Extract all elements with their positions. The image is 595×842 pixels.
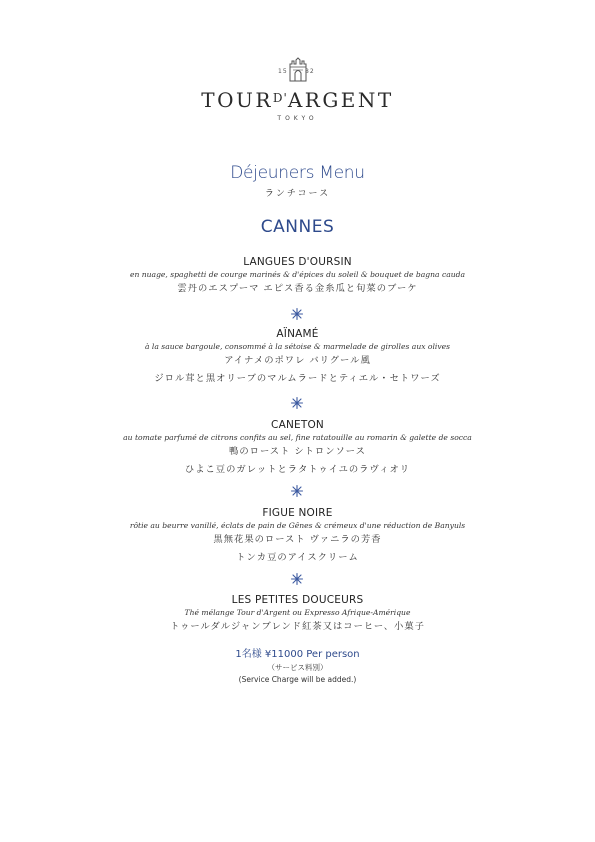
brand-city: TOKYO [277, 115, 318, 122]
brand-name-suffix: ARGENT [287, 88, 394, 112]
brand-name-prefix: TOUR [201, 88, 273, 112]
snowflake-separator-icon [290, 396, 304, 410]
course-description-fr: au tomate parfumé de citrons confits au sel, fine ratatouille au romarin & galette de socca [123, 433, 472, 442]
brand-name-sup: D' [272, 91, 288, 105]
course-description-jp: 黒無花果のロースト ヴァニラの芳香 [213, 534, 382, 545]
menu-subtitle-jp: ランチコース [264, 189, 331, 199]
course-name: LANGUES D'OURSIN [243, 256, 352, 268]
course-description-jp: 鴨のロースト シトロンソース [229, 446, 366, 457]
price-block [0, 648, 595, 686]
course-item [0, 418, 595, 477]
course-description-fr: à la sauce bargoule, consommé à la sétoise & marmelade de girolles aux olives [144, 342, 451, 351]
course-item [0, 327, 595, 386]
course-name: AÏNAMÉ [276, 328, 319, 340]
snowflake-separator-icon [290, 307, 304, 321]
course-description-jp: ジロル茸と黒オリーブのマルムラードとティエル・セトワーズ [154, 373, 441, 384]
course-description-jp: 雲丹のエスプーマ エピス香る金糸瓜と旬菜のブーケ [177, 283, 418, 294]
founding-year-right: 82 [305, 68, 315, 75]
course-description-fr: en nuage, spaghetti de courge marinés & d'épices du soleil & bouquet de bagna cauda [129, 270, 466, 279]
course-description-fr: rôtie au beurre vanillé, éclats de pain de Gênes & crémeux d'une réduction de Banyuls [129, 521, 466, 530]
snowflake-separator-icon [290, 572, 304, 586]
course-item [0, 255, 595, 296]
course-name: LES PETITES DOUCEURS [231, 594, 364, 606]
service-charge-note-jp: （サービス料別） [267, 663, 328, 672]
snowflake-separator-icon [290, 484, 304, 498]
founding-year-left: 15 [278, 68, 288, 75]
menu-title: Déjeuners Menu [230, 163, 365, 183]
course-name: FIGUE NOIRE [262, 507, 333, 519]
course-item [0, 506, 595, 565]
course-description-fr: Thé mélange Tour d'Argent ou Expresso Afrique-Amérique [184, 608, 411, 617]
course-description-jp: トンカ豆のアイスクリーム [236, 552, 359, 563]
course-description-jp: トゥールダルジャンブレンド紅茶又はコーヒー、小菓子 [170, 621, 425, 632]
service-charge-note-en: (Service Charge will be added.) [238, 675, 357, 684]
course-description-jp: アイナメのポワレ バリグール風 [224, 355, 371, 366]
course-item [0, 593, 595, 634]
price-per-person: 1名様 ¥11000 Per person [235, 649, 360, 660]
course-description-jp: ひよこ豆のガレットとラタトゥイユのラヴィオリ [184, 464, 411, 475]
course-name: CANETON [271, 419, 324, 431]
restaurant-logo [0, 56, 595, 122]
brand-name [0, 88, 595, 112]
menu-name: CANNES [260, 217, 335, 237]
